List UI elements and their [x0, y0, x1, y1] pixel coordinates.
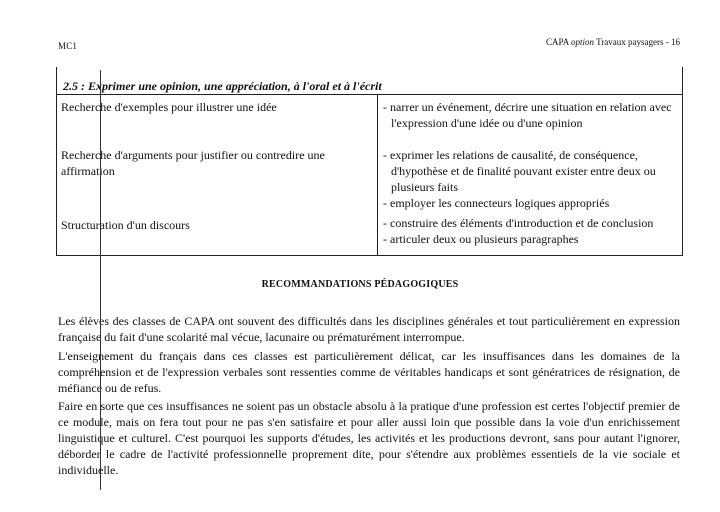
- header-prefix: CAPA: [546, 37, 569, 47]
- page-header: [546, 37, 680, 47]
- row-3-right: [383, 215, 678, 247]
- row-2-item-2: - employer les connecteurs logiques appropriés: [383, 196, 610, 210]
- table-header-divider: [57, 94, 682, 95]
- page-code: MC1: [58, 41, 78, 51]
- scan-artifact-line: [100, 70, 101, 490]
- row-3-left: Structuration d'un discours: [61, 218, 190, 232]
- paragraph-2: L'enseignement du français dans ces classes est particulièrement délicat, car les insuffisances dans les domaines de la compréhension et de l'expression verbales sont ressenties comme de véritables handicaps et sont génératrices de résignation, de méfiance ou de refus.: [58, 349, 680, 395]
- row-1-item-1: - narrer un événement, décrire une situation en relation avec l'expression d'une idée ou d'une opinion: [383, 100, 672, 130]
- objectives-table: [56, 67, 683, 256]
- row-3-item-1: - construire des éléments d'introduction et de conclusion: [383, 216, 654, 230]
- recommendations-title: RECOMMANDATIONS PÉDAGOGIQUES: [261, 279, 459, 290]
- row-2-right: [383, 147, 678, 211]
- row-1-left: Recherche d'exemples pour illustrer une idée: [61, 100, 277, 114]
- table-column-divider: [377, 94, 378, 255]
- section-title: 2.5 : Exprimer une opinion, une appréciation, à l'oral et à l'écrit: [63, 79, 382, 93]
- paragraph-3: Faire en sorte que ces insuffisances ne soient pas un obstacle absolu à la pratique d'une profession est certes l'objectif premier de ce module, mais on fera tout pour ne pas s'en satisfaire et pour aller aussi loin que possible dans la voie d'un enrichissement linguistique et culturel. C'est pourquoi les supports d'études, les activités et les productions devront, sans pour autant l'ignorer, déborder le cadre de l'activité professionnelle proprement dite, pour s'étendre aux problèmes essentiels de la vie sociale et individuelle.: [58, 399, 680, 477]
- header-option: option: [570, 37, 594, 47]
- header-suffix: Travaux paysagers - 16: [596, 37, 680, 47]
- row-2-item-1: - exprimer les relations de causalité, de conséquence, d'hypothèse et de finalité pouvant exister entre deux ou plusieurs faits: [383, 148, 656, 194]
- row-1-right: [383, 99, 678, 131]
- row-3-item-2: - articuler deux ou plusieurs paragraphes: [383, 232, 579, 246]
- paragraph-1: Les élèves des classes de CAPA ont souvent des difficultés dans les disciplines générales et tout particulièrement en expression française du fait d'une scolarité mal vécue, lacunaire ou prématurément interrompue.: [58, 314, 680, 344]
- row-2-left: Recherche d'arguments pour justifier ou contredire une affirmation: [61, 148, 325, 178]
